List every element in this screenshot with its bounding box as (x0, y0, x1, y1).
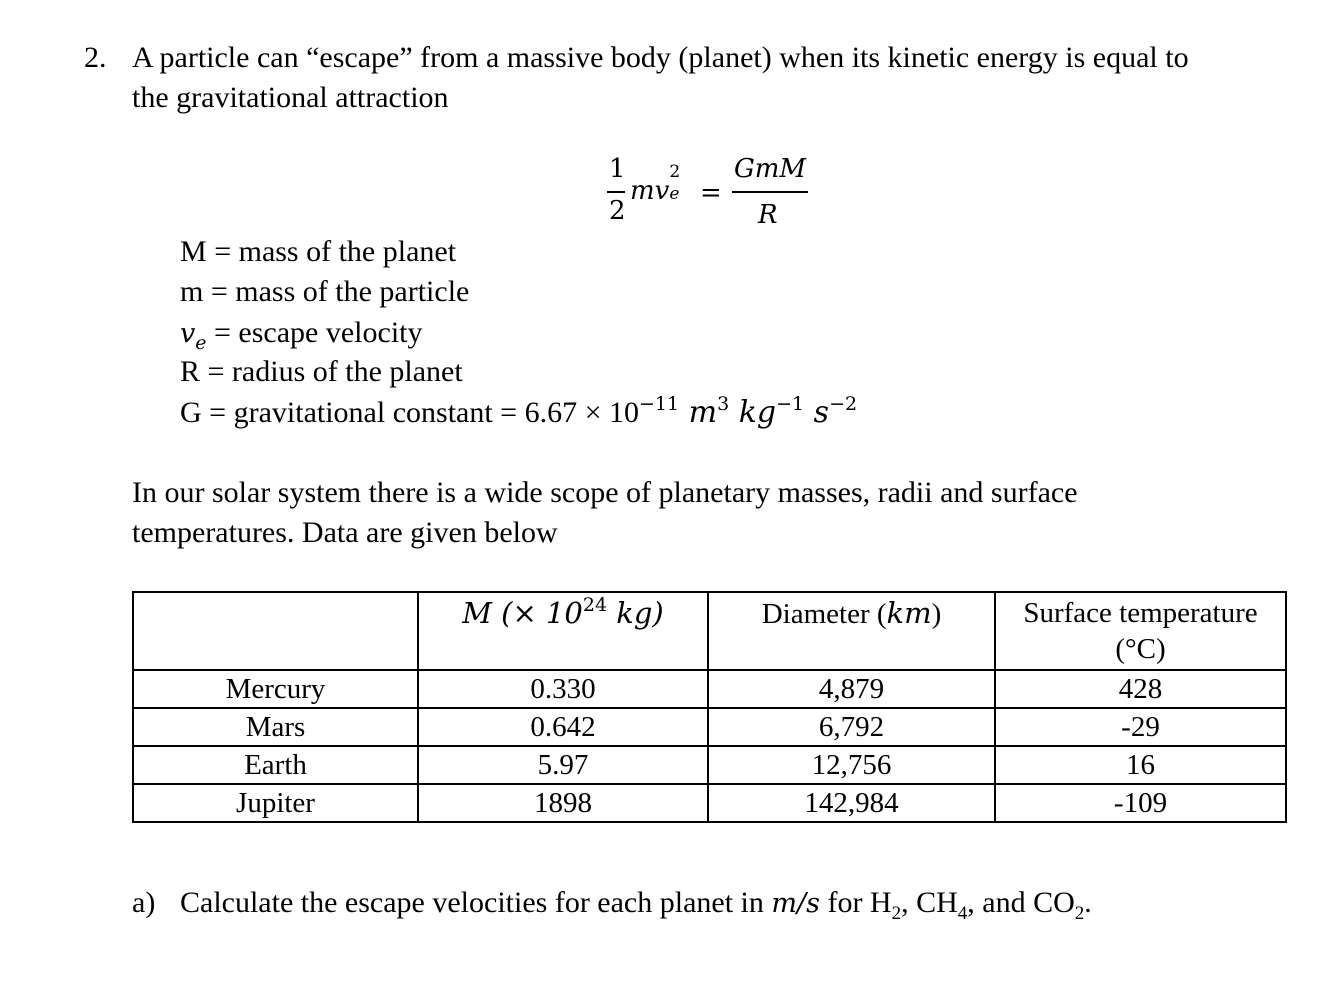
cell-diameter: 6,792 (708, 708, 995, 746)
cell-planet: Mercury (133, 670, 418, 708)
cell-planet: Jupiter (133, 784, 418, 822)
intro-line-1: A particle can “escape” from a massive body (planet) when its kinetic energy is equal to (132, 41, 1189, 74)
cell-mass: 0.642 (418, 708, 708, 746)
planet-data-table (132, 591, 1287, 823)
lhs-body: mv 2 e (630, 162, 681, 206)
definition-escape-velocity: $v_e$ = escape velocity (180, 316, 423, 354)
header-diameter: Diameter (km) (708, 592, 995, 670)
definition-mass-particle: m = mass of the particle (180, 275, 470, 308)
rhs-denominator: R (758, 200, 778, 230)
rhs-numerator: GmM (734, 154, 807, 184)
cell-diameter: 12,756 (708, 746, 995, 784)
lhs-fraction-bar (607, 191, 625, 193)
table-header-row (133, 592, 1286, 670)
definition-radius: R = radius of the planet (180, 355, 463, 388)
part-a-label: a) (132, 886, 156, 919)
header-blank (133, 592, 418, 670)
intro-line-2: the gravitational attraction (132, 81, 449, 114)
part-a-text: Calculate the escape velocities for each planet in m/s for $H_2$, $CH_4$, and $CO_2$. (180, 886, 1092, 924)
cell-mass: 5.97 (418, 746, 708, 784)
cell-mass: 1898 (418, 784, 708, 822)
lhs-denominator: 2 (609, 196, 626, 226)
header-surface-temperature: Surface temperature (°C) (995, 592, 1286, 670)
lhs-numerator: 1 (609, 154, 626, 184)
cell-planet: Earth (133, 746, 418, 784)
cell-planet: Mars (133, 708, 418, 746)
cell-temperature: 428 (995, 670, 1286, 708)
paragraph-line-1: In our solar system there is a wide scope of planetary masses, radii and surface (132, 476, 1078, 509)
cell-temperature: 16 (995, 746, 1286, 784)
header-mass: M (× $10^{24}$ kg) (418, 592, 708, 670)
rhs-fraction-bar (732, 191, 808, 193)
cell-temperature: -109 (995, 784, 1286, 822)
cell-diameter: 142,984 (708, 784, 995, 822)
table-row (133, 784, 1286, 822)
definition-gravitational-constant: G = gravitational constant = $6.67 \times 10^{-11}$ $m^3$ $kg^{-1}$ $s^{-2}$ (180, 393, 858, 430)
table-row (133, 708, 1286, 746)
cell-mass: 0.330 (418, 670, 708, 708)
cell-diameter: 4,879 (708, 670, 995, 708)
paragraph-line-2: temperatures. Data are given below (132, 516, 558, 549)
table-row (133, 670, 1286, 708)
equals-sign: = (700, 178, 722, 208)
table-row (133, 746, 1286, 784)
cell-temperature: -29 (995, 708, 1286, 746)
question-number: 2. (84, 41, 107, 74)
definition-mass-planet: M = mass of the planet (180, 235, 457, 268)
